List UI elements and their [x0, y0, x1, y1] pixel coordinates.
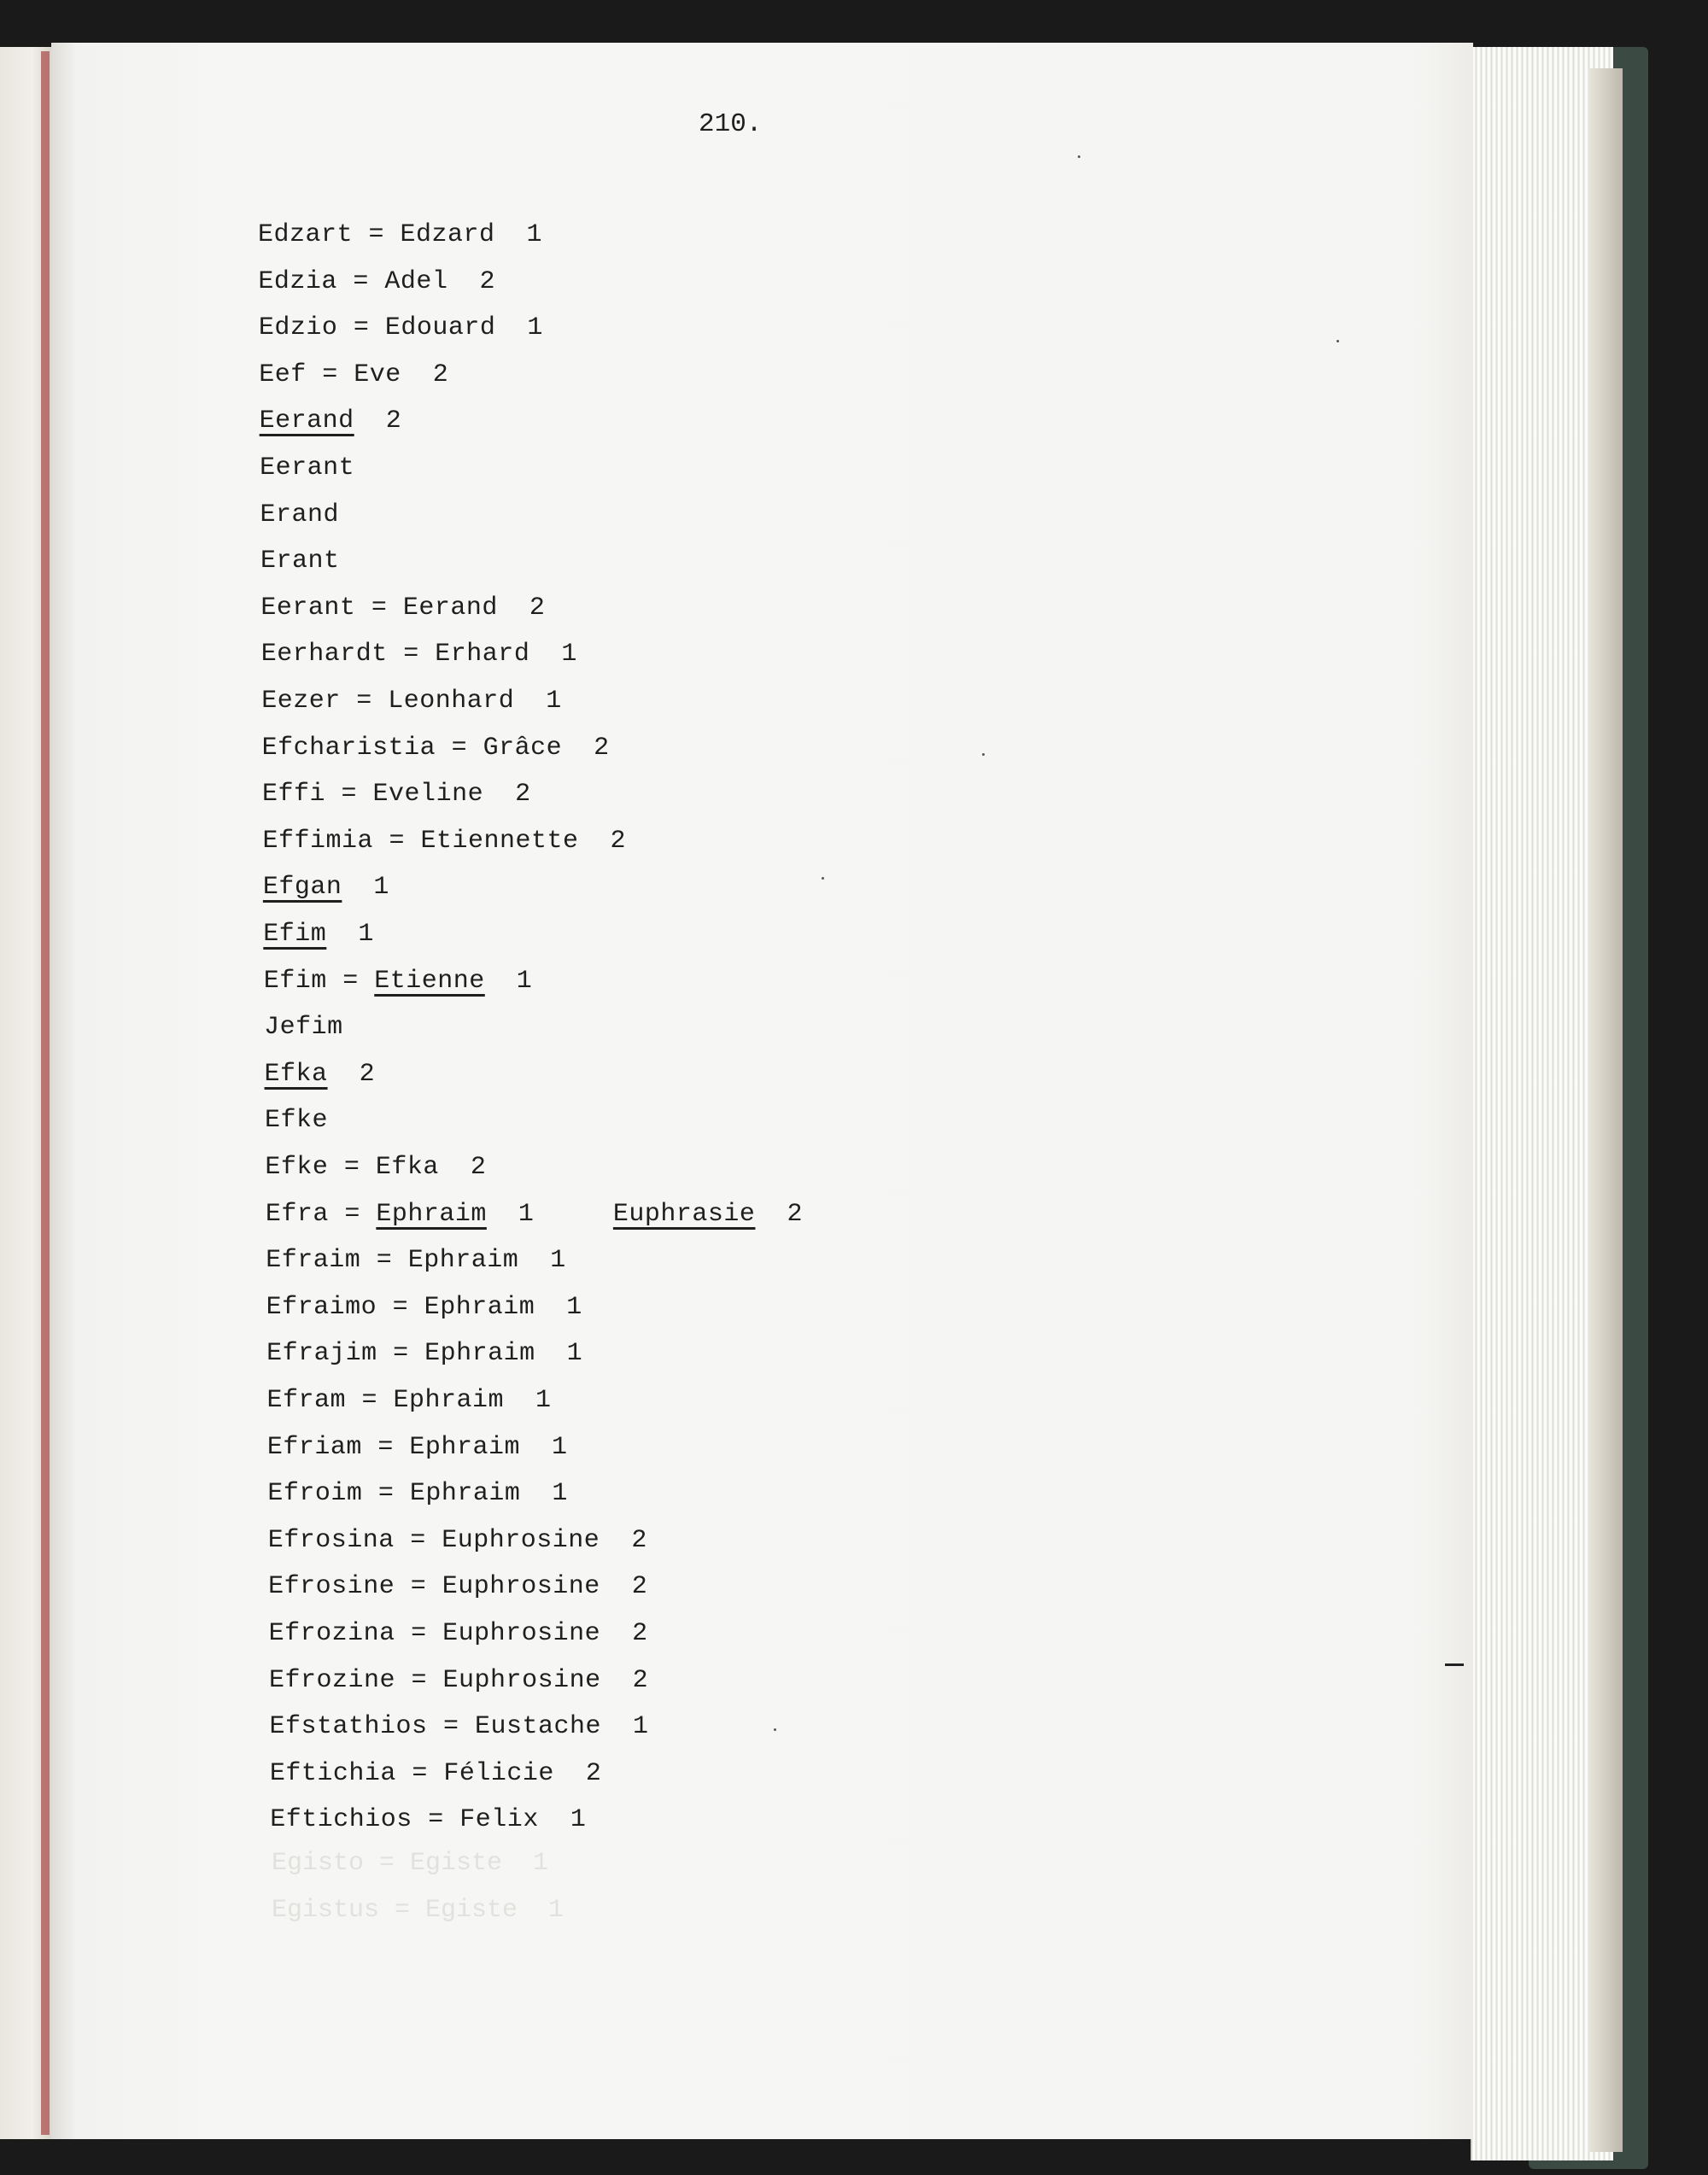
- entry-line: [258, 267, 495, 296]
- entry-text: Efra =: [265, 1199, 377, 1229]
- entry-text: Erand: [260, 500, 340, 529]
- entry-line: [262, 827, 626, 856]
- entry-line: [268, 1572, 647, 1601]
- underlined-name: Euphrasie: [612, 1199, 756, 1229]
- entry-line: [263, 873, 389, 902]
- entry-text: Efstathios = Eustache 1: [269, 1712, 649, 1742]
- entry-line: [262, 734, 610, 763]
- entry-text: Efim =: [263, 966, 375, 996]
- entry-line: [265, 1060, 376, 1089]
- entry-line: [269, 1666, 648, 1695]
- entry-line: [263, 920, 374, 949]
- underlined-name: Ephraim: [376, 1199, 487, 1229]
- entry-line: [270, 1805, 586, 1834]
- entry-text: 2: [755, 1199, 803, 1229]
- entry-line: [269, 1619, 648, 1648]
- entry-line: [266, 1200, 803, 1229]
- entry-line: [267, 1433, 568, 1462]
- entry-line: [260, 453, 354, 482]
- paper-speck: [982, 753, 985, 756]
- entry-text: Efriam = Ephraim 1: [266, 1432, 568, 1462]
- entry-line: [266, 1339, 582, 1368]
- entry-line: [261, 640, 577, 669]
- page-block-shadow: [1588, 68, 1623, 2152]
- entry-text: 2: [354, 406, 402, 436]
- entry-line: [264, 1013, 343, 1042]
- entry-text: Efram = Ephraim 1: [266, 1386, 552, 1415]
- entry-line: [266, 1293, 582, 1322]
- entry-line: [260, 406, 402, 436]
- entry-line: [260, 500, 340, 529]
- entry-text: Eerhardt = Erhard 1: [260, 640, 577, 669]
- entry-line: [260, 593, 545, 623]
- entry-line: [262, 780, 531, 809]
- entry-text: Eftichios = Felix 1: [270, 1805, 587, 1835]
- entry-text: Effimia = Etiennette 2: [262, 826, 627, 856]
- margin-mark: [1445, 1663, 1464, 1666]
- red-page-edge: [41, 51, 50, 2135]
- entry-line: [270, 1759, 602, 1788]
- entry-text: Eerant = Eerand 2: [260, 593, 546, 623]
- entry-line: [269, 1712, 648, 1741]
- entry-line: [265, 1106, 328, 1135]
- entry-text: 2: [327, 1059, 376, 1089]
- entry-text: Eerant: [260, 453, 355, 482]
- entry-text: Efrajim = Ephraim 1: [266, 1339, 583, 1369]
- bleed-through-line: Egistus = Egiste 1: [272, 1896, 564, 1925]
- page: [51, 43, 1473, 2139]
- entry-line: [266, 1246, 566, 1275]
- paper-speck: [1337, 340, 1339, 342]
- entry-line: [259, 360, 448, 389]
- entry-text: 1: [484, 966, 533, 996]
- entry-text: 1: [342, 873, 389, 903]
- entry-text: Effi = Eveline 2: [262, 780, 531, 810]
- entry-text: Jefim: [264, 1013, 343, 1043]
- entry-text: Efrosine = Euphrosine 2: [268, 1572, 648, 1602]
- entry-text: Efraim = Ephraim 1: [266, 1246, 566, 1276]
- entry-line: [267, 1479, 568, 1508]
- underlined-name: Etienne: [374, 966, 485, 996]
- entry-line: [258, 220, 542, 249]
- entry-line: [268, 1526, 647, 1555]
- entry-line: [265, 1153, 486, 1182]
- entry-line: [267, 1386, 552, 1415]
- entry-text: Edzart = Edzard 1: [258, 220, 543, 249]
- entry-line: [264, 967, 533, 996]
- paper-speck: [822, 877, 824, 880]
- underlined-name: Efgan: [262, 873, 342, 903]
- entry-line: [259, 313, 543, 342]
- entry-text: Eezer = Leonhard 1: [261, 687, 562, 716]
- entry-text: Efke = Efka 2: [265, 1153, 487, 1182]
- entry-text: Erant: [260, 547, 340, 576]
- underlined-name: Efka: [264, 1059, 328, 1089]
- entry-text: Efroim = Ephraim 1: [267, 1479, 568, 1509]
- entry-text: Efke: [264, 1106, 328, 1136]
- entry-line: [260, 547, 340, 576]
- entry-text: Efrozine = Euphrosine 2: [269, 1665, 649, 1695]
- entry-text: Eef = Eve 2: [259, 360, 449, 389]
- underlined-name: Eerand: [259, 406, 354, 436]
- bleed-through-line: Egisto = Egiste 1: [272, 1849, 549, 1878]
- entry-line: [261, 687, 562, 716]
- entry-text: Efrosina = Euphrosine 2: [267, 1525, 647, 1555]
- entry-text: Eftichia = Félicie 2: [269, 1758, 602, 1788]
- entry-text: 1: [326, 920, 374, 949]
- paper-speck: [774, 1728, 776, 1731]
- entry-text: Edzia = Adel 2: [258, 266, 495, 296]
- entry-text: Efrozina = Euphrosine 2: [268, 1619, 648, 1648]
- entry-text: 1: [486, 1199, 613, 1229]
- entry-text: Edzio = Edouard 1: [258, 313, 543, 343]
- entry-text: Efcharistia = Grâce 2: [261, 733, 610, 763]
- underlined-name: Efim: [263, 920, 327, 949]
- paper-speck: [1078, 155, 1080, 158]
- page-number: 210.: [699, 109, 763, 139]
- entry-text: Efraimo = Ephraim 1: [266, 1292, 582, 1322]
